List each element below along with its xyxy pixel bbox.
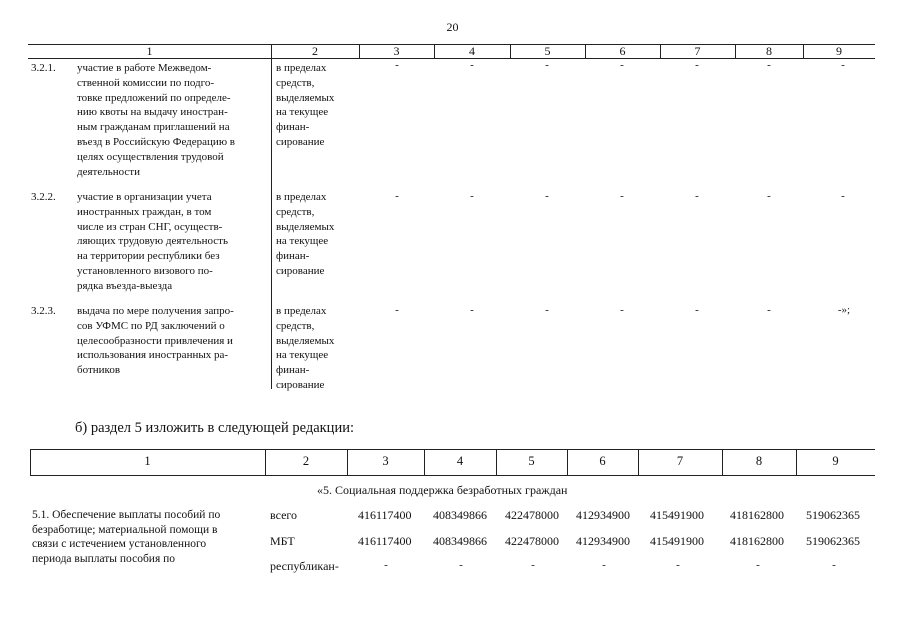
value-cell: - [470,304,474,316]
row-number: 3.2.2. [31,191,56,203]
table-2-header-col-2: 2 [302,454,310,468]
table-2-header-col-6: 6 [599,454,606,468]
value-cell: 418162800 [730,534,784,548]
value-cell: - [531,559,535,571]
value-cell: - [767,59,771,71]
text-line: сирование [276,264,325,277]
value-cell: - [756,559,760,571]
value-cell: - [395,190,399,202]
value-cell: - [841,59,845,71]
value-cell: - [384,559,388,571]
table-1-header-col-6: 6 [619,44,626,58]
text-line: целесообразности привлечения и [77,334,233,347]
text-line: товке предложений по определе- [77,91,231,104]
row-label: республикан- [270,559,339,573]
table-1-header-col-9: 9 [836,44,842,58]
value-cell: - [767,304,771,316]
text-line: безработице; материальной помощи в [32,523,218,536]
row-number: 3.2.1. [31,62,56,74]
value-cell: 422478000 [505,534,559,548]
value-cell: - [676,559,680,571]
value-cell: - [395,304,399,316]
row-funding [276,61,358,150]
text-line: в пределах [276,305,327,317]
value-cell: - [545,190,549,202]
text-line: на текущее [276,106,329,119]
table-2-header-col-4: 4 [456,454,464,468]
text-line: числе из стран СНГ, осуществ- [77,220,223,233]
table-1-column-divider [271,58,272,389]
text-line: финан- [276,250,310,263]
row-label: всего [270,508,298,522]
table-2-header-col-1: 1 [144,454,151,468]
table-2-header-col-8: 8 [755,454,763,468]
value-cell: 415491900 [650,508,704,522]
table-1-header-col-1: 1 [146,44,153,58]
text-line: ляющих трудовую деятельность [77,235,228,248]
text-line: ственной комиссии по подго- [77,76,215,89]
text-line: 5.1. Обеспечение выплаты пособий по [32,509,221,521]
value-cell: 422478000 [505,508,559,522]
row-description [77,190,268,294]
table-2-header-col-3: 3 [382,454,389,468]
text-line: выделяемых [276,91,335,104]
instruction-heading: б) раздел 5 изложить в следующей редакции: [75,420,354,436]
text-line: в пределах [276,62,327,74]
table-1-header-col-4: 4 [469,44,475,58]
text-line: выделяемых [276,334,335,347]
text-line: средств, [276,205,315,218]
value-cell: 412934900 [576,534,630,548]
text-line: на территории республики без [77,250,220,263]
table-1-header-col-2: 2 [312,44,318,58]
text-line: сирование [276,378,325,391]
text-line: сирование [276,135,325,148]
value-cell: -»; [837,304,851,316]
text-line: связи с истечением установленного [32,538,207,550]
text-line: использования иностранных ра- [77,349,229,362]
value-cell: - [620,59,624,71]
text-line: рядка въезда-выезда [77,279,173,292]
text-line: въезд в Российскую Федерацию в [77,135,235,148]
row-description [77,61,268,179]
value-cell: - [395,59,399,71]
text-line: ботников [77,364,121,377]
text-line: финан- [276,121,310,134]
value-cell: - [470,190,474,202]
value-cell: 408349866 [433,508,487,522]
value-cell: 519062365 [806,508,860,522]
text-line: установленного визового по- [77,264,213,277]
text-line: выделяемых [276,220,335,233]
value-cell: - [767,190,771,202]
value-cell: - [620,190,624,202]
value-cell: 415491900 [650,534,704,548]
table-2-header-bottom-border [30,475,875,476]
text-line: выдача по мере получения запро- [77,305,234,317]
table-2-header-col-7: 7 [676,454,684,468]
table-1-header-col-7: 7 [694,44,701,58]
row-funding [276,304,358,393]
table-1-header-col-3: 3 [393,44,400,58]
text-line: средств, [276,76,315,89]
value-cell: - [695,59,699,71]
value-cell: - [695,190,699,202]
text-line: сов УФМС по РД заключений о [77,319,225,332]
table-1-header-col-5: 5 [544,44,551,58]
item-description [32,508,264,566]
value-cell: - [695,304,699,316]
value-cell: 412934900 [576,508,630,522]
text-line: финан- [276,364,310,377]
value-cell: - [470,59,474,71]
value-cell: 416117400 [358,534,412,548]
text-line: средств, [276,319,315,332]
value-cell: - [602,559,606,571]
text-line: периода выплаты пособия по [32,552,176,565]
text-line: участие в организации учета [77,191,212,203]
value-cell: 418162800 [730,508,784,522]
value-cell: - [841,190,845,202]
text-line: иностранных граждан, в том [77,205,212,218]
text-line: нию квоты на выдачу иностран- [77,106,228,119]
value-cell: 519062365 [806,534,860,548]
value-cell: - [545,59,549,71]
row-description [77,304,268,378]
value-cell: - [545,304,549,316]
text-line: целях осуществления трудовой [77,150,224,163]
row-label: МБТ [270,534,295,548]
table-1-header-col-8: 8 [766,44,772,58]
table-2-top-border [30,449,875,450]
table-2-header-col-5: 5 [528,454,535,468]
row-number: 3.2.3. [31,305,56,317]
value-cell: - [459,559,463,571]
value-cell: - [832,559,836,571]
text-line: в пределах [276,191,327,203]
text-line: участие в работе Межведом- [77,62,212,74]
value-cell: 416117400 [358,508,412,522]
row-funding [276,190,358,279]
value-cell: 408349866 [433,534,487,548]
text-line: на текущее [276,235,329,248]
text-line: деятельности [77,165,140,178]
table-2-header-col-9: 9 [832,454,839,468]
text-line: на текущее [276,349,329,362]
text-line: ным гражданам приглашений на [77,121,230,134]
value-cell: - [620,304,624,316]
page-number: 20 [446,20,459,34]
section-title: «5. Социальная поддержка безработных граждан [317,483,568,497]
